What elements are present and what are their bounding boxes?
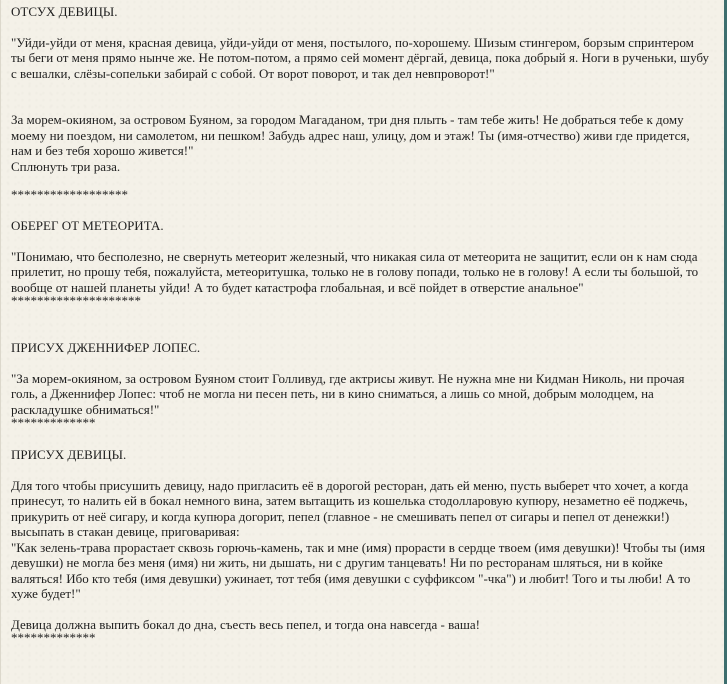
section-text-prisukh-lopes: "За морем-окияном, за островом Буяном стоит Голливуд, где актрисы живут. Не нужна мне ни Кидман Николь, ни прочая голь, а Дженнифер Лопес: чтоб не могла ни песен петь, ни в кино сниматься, а лишь со мной, добрым молодцем, на раскладушке обниматься!"	[11, 370, 685, 417]
section-text-prisukh-devitsy: Для того чтобы присушить девицу, надо пригласить её в дорогой ресторан, дать ей меню, пусть выберет что хочет, а когда принесут, то налить ей в бокал немного вина, затем вытащить из кошелька стодолларовую купюру, незаметно её поджечь, прикурить от неё сигару, и когда купюра догорит, пепел (главное - не смешивать пепел от сигары и пепел от денежки!) высыпать в стакан девице, приговаривая:	[11, 477, 689, 539]
section-text-otsukh-2: За морем-окияном, за островом Буяном, за городом Магаданом, три дня плыть - там тебе жить! Не добраться тебе к дому моему ни поездом, ни самолетом, ни пешком! Забудь адрес наш, улицу, дом и этаж! Ты (имя-отчество) живи где придется, нам и без тебя хорошо живется!"	[11, 112, 690, 158]
section-title-otsukh: ОТСУХ ДЕВИЦЫ.	[11, 4, 118, 19]
section-text-otsukh: "Уйди-уйди от меня, красная девица, уйди-уйди от меня, постылого, по-хорошему. Шизым стингером, борзым спринтером ты беги от меня прямо нынче же. Не потом-потом, а прямо сей момент дёргай, девица, пока добрый я. Ноги в рученьки, шубу с вешалки, слёзы-сопельки забирай с собой. От ворот поворот, и так дел невпроворот!"	[11, 34, 710, 81]
section-text-prisukh-devitsy-2: "Как зелень-трава прорастает сквозь горючь-камень, так и мне (имя) прорасти в сердце твоем (имя девушки)! Чтобы ты (имя девушки) не могла без меня (имя) ни жить, ни дышать, ни с другим танцевать! Ни по ресторанам шляться, ни в койке валяться! Ибо кто тебя (имя девушки) ужинает, тот тебя (имя девушки с суффиксом "-чка") и любит! Того и ты люби! А то хуже будет!"	[11, 539, 706, 601]
section-text-obereg: "Понимаю, что бесполезно, не свернуть метеорит железный, что никакая сила от метеорита не защитит, если он к нам сюда прилетит, но прошу тебя, пожалуйста, метеоритушка, только не в голову попади, только не в голову! А если ты большой, то вообще от нашей планеты уйди! А то будет катастрофа глобальная, и всё пойдет в отверстие анальное"	[11, 248, 699, 295]
section-separator: *************	[11, 415, 96, 430]
section-separator: ******************	[11, 187, 128, 202]
section-text-otsukh-3: Сплюнуть три раза.	[11, 158, 121, 174]
page-left-edge	[0, 0, 1, 684]
section-title-prisukh-devitsy: ПРИСУХ ДЕВИЦЫ.	[11, 447, 127, 462]
section-title-prisukh-lopes: ПРИСУХ ДЖЕННИФЕР ЛОПЕС.	[11, 340, 201, 355]
document-body	[11, 2, 711, 644]
section-separator: ********************	[11, 293, 141, 308]
section-title-obereg: ОБЕРЕГ ОТ МЕТЕОРИТА.	[11, 218, 164, 233]
section-text-prisukh-devitsy-3: Девица должна выпить бокал до дна, съесть весь пепел, и тогда она навсегда - ваша!	[11, 616, 480, 632]
section-separator: *************	[11, 630, 96, 645]
